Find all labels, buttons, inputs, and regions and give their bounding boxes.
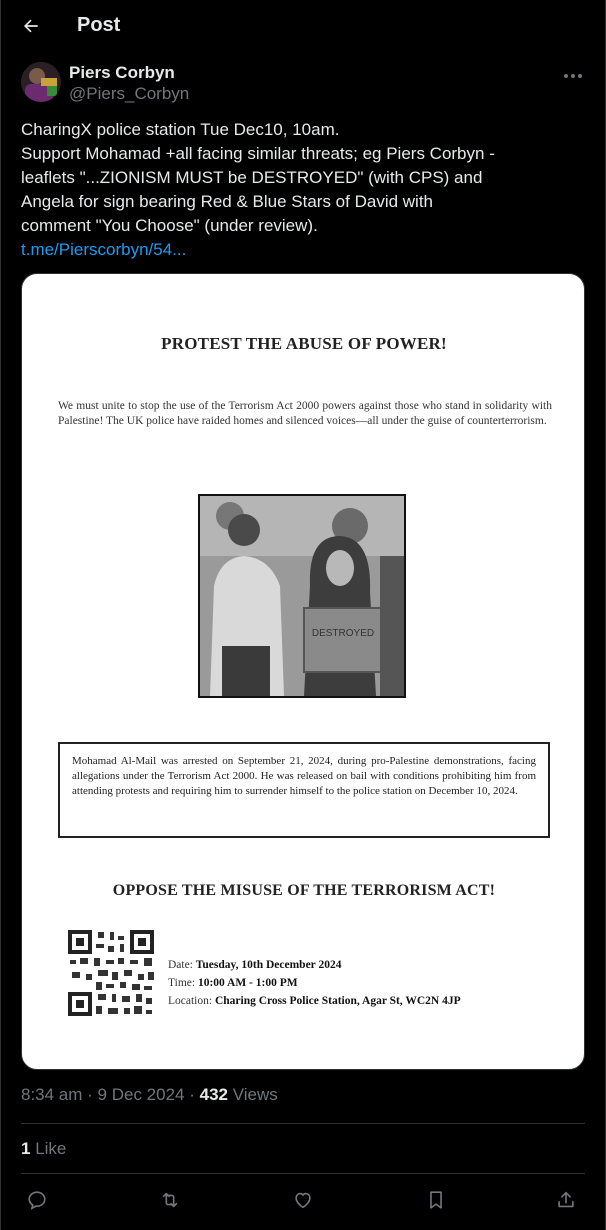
views-count: 432 [199, 1085, 228, 1104]
tweet-line: Support Mohamad +all facing similar threats; eg Piers Corbyn - [21, 144, 495, 163]
action-bar [1, 1183, 606, 1217]
likes-link[interactable] [21, 1139, 66, 1159]
more-button[interactable] [561, 66, 585, 86]
like-count: 1 [21, 1139, 31, 1158]
views-label: Views [227, 1085, 278, 1104]
flyer-subtitle: OPPOSE THE MISUSE OF THE TERRORISM ACT! [112, 882, 496, 899]
arrow-left-icon [21, 16, 41, 36]
protest-flyer [22, 274, 585, 1070]
share-icon [555, 1189, 577, 1211]
repost-icon [159, 1189, 181, 1211]
user-handle[interactable]: @Piers_Corbyn [69, 84, 190, 103]
flyer-arrest-box: Mohamad Al-Mail was arrested on September 21, 2024, during pro-Palestine demonstrations, facing allegations under the Terrorism Act 2000. He was released on bail with conditions prohibiting him from attending protests and requiring him to surrender himself to the police station on December 10, 2024. [58, 742, 550, 838]
qr-code [66, 928, 156, 1018]
flyer-location: Location: Charing Cross Police Station, Agar St, WC2N 4JP [168, 995, 461, 1007]
flyer-title: PROTEST THE ABUSE OF POWER! [161, 334, 447, 353]
top-bar [1, 0, 606, 52]
tweet-line: CharingX police station Tue Dec10, 10am. [21, 120, 340, 139]
author-row [1, 60, 606, 108]
display-name[interactable]: Piers Corbyn [69, 63, 175, 82]
more-horizontal-icon [563, 73, 583, 79]
media-image[interactable] [21, 273, 585, 1070]
tweet-line: Angela for sign bearing Red & Blue Stars of David with [21, 192, 434, 211]
avatar[interactable] [21, 62, 61, 102]
reply-icon [26, 1189, 48, 1211]
back-button[interactable] [17, 12, 45, 40]
avatar-image [21, 62, 61, 102]
page-title: Post [77, 14, 121, 36]
bookmark-button[interactable] [423, 1187, 449, 1213]
tweet-link[interactable]: t.me/Pierscorbyn/54... [21, 240, 187, 259]
post-date[interactable]: 9 Dec 2024 [97, 1085, 185, 1104]
post-meta: 8:34 am · 9 Dec 2024 · 432 Views [21, 1085, 278, 1104]
divider [21, 1173, 585, 1174]
share-button[interactable] [553, 1187, 579, 1213]
post-time[interactable]: 8:34 am [21, 1085, 83, 1104]
repost-button[interactable] [157, 1187, 183, 1213]
flyer-time: Time: 10:00 AM - 1:00 PM [168, 977, 298, 989]
tweet-text [21, 118, 587, 262]
flyer-photo [198, 494, 406, 698]
divider [21, 1123, 585, 1124]
flyer-intro: We must unite to stop the use of the Terrorism Act 2000 powers against those who stand in solidarity with Palestine! The UK police have raided homes and silenced voices—all under the guise of counterterrorism. [58, 400, 552, 427]
reply-button[interactable] [24, 1187, 50, 1213]
tweet-line: leaflets "...ZIONISM MUST be DESTROYED" (with CPS) and [21, 168, 483, 187]
bookmark-icon [425, 1189, 447, 1211]
tweet-line: comment "You Choose" (under review). [21, 216, 318, 235]
flyer-details [168, 956, 461, 1010]
heart-icon [292, 1189, 314, 1211]
flyer-date: Date: Tuesday, 10th December 2024 [168, 959, 342, 971]
like-label: Like [30, 1139, 67, 1158]
like-button[interactable] [290, 1187, 316, 1213]
svg-text:DESTROYED: DESTROYED [311, 628, 375, 639]
